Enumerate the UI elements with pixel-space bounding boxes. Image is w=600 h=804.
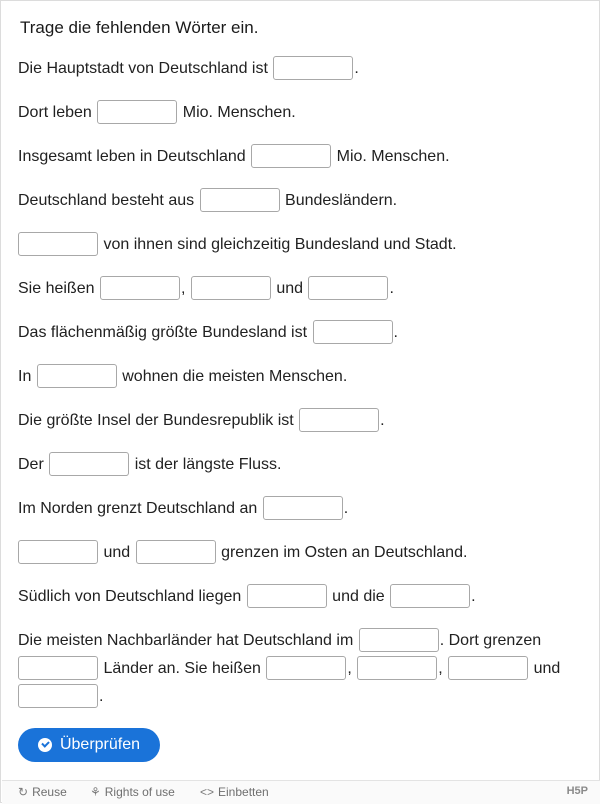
sentence-text: . [354, 60, 359, 77]
embed-icon: <> [200, 785, 215, 799]
reuse-icon: ↻ [18, 785, 29, 799]
answer-input[interactable] [308, 276, 388, 300]
task-instruction: Trage die fehlenden Wörter ein. [20, 18, 259, 37]
answer-input[interactable] [266, 656, 346, 680]
sentence-text: Mio. Menschen. [336, 148, 450, 165]
answer-input[interactable] [37, 364, 117, 388]
sentence-text: Dort leben [18, 104, 92, 121]
sentence-6 [18, 275, 394, 303]
sentence-5 [18, 231, 457, 259]
answer-input[interactable] [247, 584, 327, 608]
sentence-text: Sie heißen [18, 280, 95, 297]
sentence-text: . [389, 280, 394, 297]
sentence-text: und [533, 660, 561, 677]
answer-input[interactable] [263, 496, 343, 520]
answer-input[interactable] [136, 540, 216, 564]
sentence-7 [18, 319, 398, 347]
sentence-14-end [18, 683, 103, 711]
sentence-text: . [393, 324, 398, 341]
sentence-1 [18, 55, 359, 83]
sentence-2 [18, 99, 296, 127]
answer-input[interactable] [100, 276, 180, 300]
sentence-text: Die meisten Nachbarländer hat Deutschland im [18, 632, 354, 649]
answer-input[interactable] [97, 100, 177, 124]
sentence-text: und [103, 544, 131, 561]
answer-input[interactable] [18, 540, 98, 564]
sentence-text: Bundesländern. [285, 192, 398, 209]
answer-input[interactable] [200, 188, 280, 212]
answer-input[interactable] [313, 320, 393, 344]
sentence-9 [18, 407, 385, 435]
rights-label: Rights of use [104, 785, 175, 799]
sentence-text: Der [18, 456, 44, 473]
sentence-text: Länder an. Sie heißen [103, 660, 261, 677]
h5p-logo[interactable]: H5P [566, 785, 588, 797]
answer-input[interactable] [18, 656, 98, 680]
sentence-text: und [276, 280, 304, 297]
answer-input[interactable] [251, 144, 331, 168]
answer-input[interactable] [448, 656, 528, 680]
answer-input[interactable] [49, 452, 129, 476]
copyright-icon: ⚘ [90, 785, 101, 799]
sentence-text: . [99, 688, 104, 705]
sentence-text: Mio. Menschen. [182, 104, 296, 121]
answer-input[interactable] [357, 656, 437, 680]
answer-input[interactable] [273, 56, 353, 80]
sentence-13 [18, 583, 476, 611]
sentence-text: Deutschland besteht aus [18, 192, 195, 209]
sentence-text: . [343, 500, 349, 517]
sentence-text: , [180, 280, 186, 297]
sentence-text: ist der längste Fluss. [134, 456, 282, 473]
sentence-text: Insgesamt leben in Deutschland [18, 148, 246, 165]
sentence-12 [18, 539, 467, 567]
sentence-text: Die größte Insel der Bundesrepublik ist [18, 412, 294, 429]
sentence-text: Südlich von Deutschland liegen [18, 588, 242, 605]
sentence-text: Das flächenmäßig größte Bundesland ist [18, 324, 308, 341]
sentence-text: . Dort grenzen [439, 632, 542, 649]
sentence-11 [18, 495, 348, 523]
check-button[interactable] [18, 728, 160, 762]
sentence-3 [18, 143, 450, 171]
sentence-14 [18, 627, 541, 655]
sentence-text: , [438, 660, 443, 677]
embed-label: Einbetten [218, 785, 269, 799]
check-button-label: Überprüfen [59, 736, 141, 753]
sentence-10 [18, 451, 281, 479]
sentence-text: grenzen im Osten an Deutschland. [221, 544, 468, 561]
sentence-text: und die [332, 588, 385, 605]
answer-input[interactable] [191, 276, 271, 300]
sentence-text: . [380, 412, 385, 429]
answer-input[interactable] [299, 408, 379, 432]
check-circle-icon [38, 738, 52, 752]
answer-input[interactable] [359, 628, 439, 652]
sentence-14-cont [18, 655, 560, 683]
reuse-link[interactable] [18, 785, 67, 799]
reuse-label: Reuse [32, 785, 67, 799]
embed-link[interactable] [200, 785, 269, 799]
answer-input[interactable] [18, 684, 98, 708]
rights-of-use-link[interactable] [90, 785, 175, 799]
sentence-text: wohnen die meisten Menschen. [122, 368, 348, 385]
sentence-4 [18, 187, 397, 215]
sentence-text: In [18, 368, 32, 385]
answer-input[interactable] [390, 584, 470, 608]
answer-input[interactable] [18, 232, 98, 256]
sentence-text: . [471, 588, 476, 605]
sentence-text: Die Hauptstadt von Deutschland ist [18, 60, 268, 77]
sentence-text: von ihnen sind gleichzeitig Bundesland und Stadt. [103, 236, 457, 253]
h5p-footer [2, 780, 600, 804]
sentence-8 [18, 363, 347, 391]
sentence-text: Im Norden grenzt Deutschland an [18, 500, 258, 517]
sentence-text: , [347, 660, 352, 677]
